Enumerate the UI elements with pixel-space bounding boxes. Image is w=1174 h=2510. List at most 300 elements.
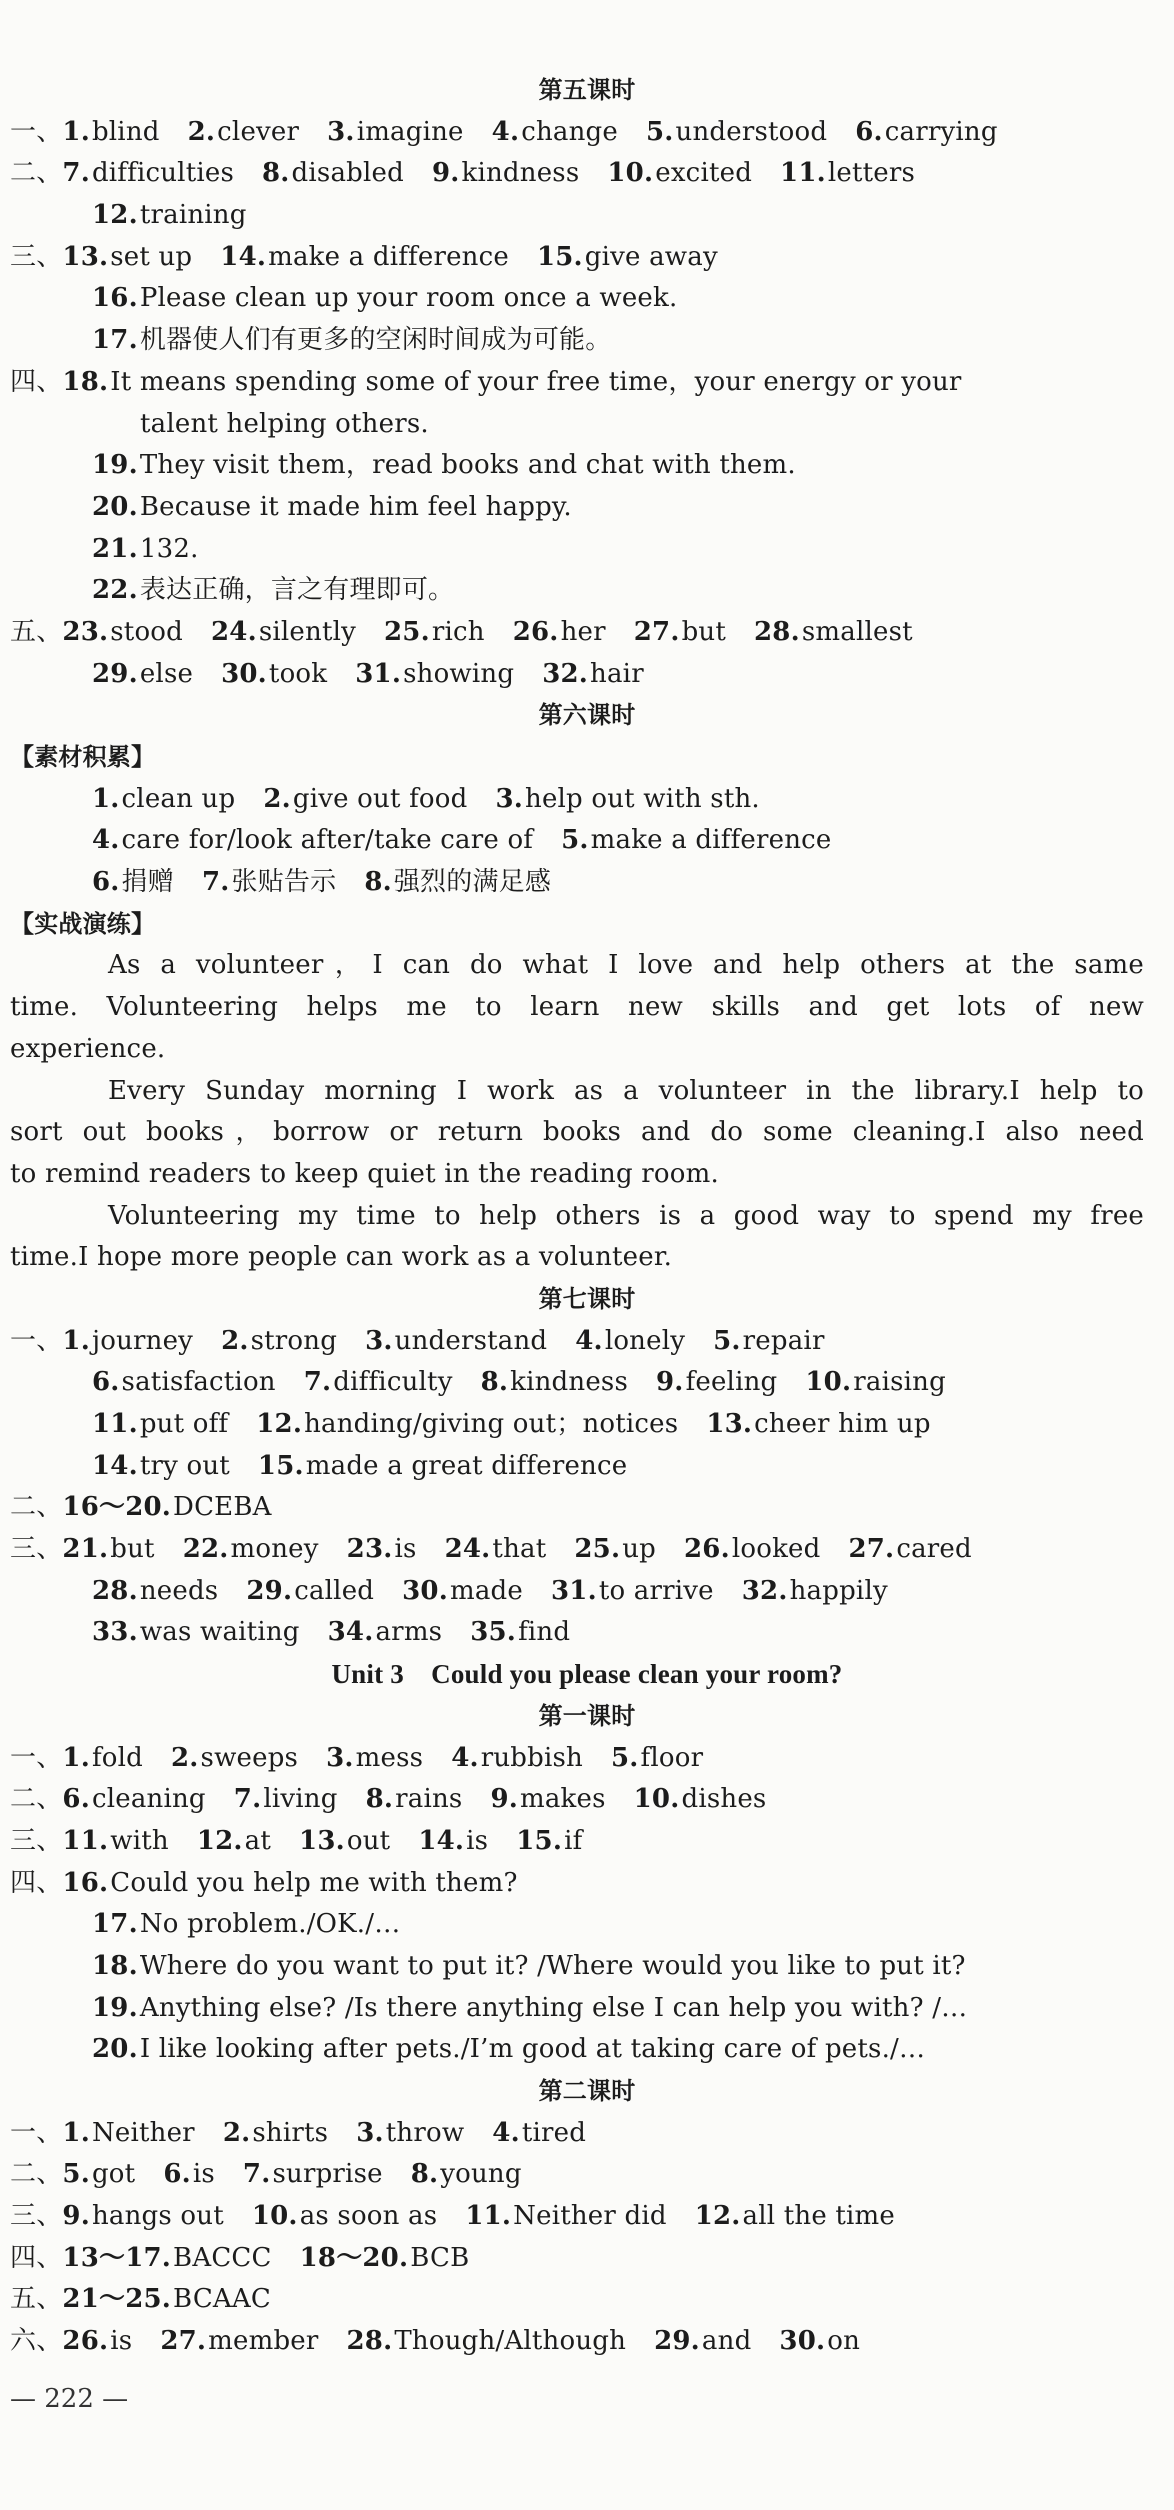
item-number: 7. bbox=[62, 158, 90, 189]
answer-item bbox=[754, 617, 913, 647]
answer-item bbox=[223, 2118, 328, 2148]
answer-line bbox=[0, 2154, 1174, 2196]
item-number: 17. bbox=[92, 1909, 138, 1940]
answer-text: handing/giving out；notices bbox=[304, 1409, 679, 1439]
item-number: 11. bbox=[465, 2201, 512, 2232]
item-number: 4. bbox=[575, 1325, 603, 1356]
item-number: 3. bbox=[365, 1325, 393, 1356]
answer-text: money bbox=[230, 1534, 319, 1565]
answer-line bbox=[0, 1571, 1174, 1613]
item-number: 11. bbox=[62, 1825, 109, 1856]
answer-line bbox=[0, 278, 1174, 320]
answer-text: rubbish bbox=[480, 1742, 583, 1773]
item-number: 7. bbox=[201, 867, 230, 898]
item-number: 3. bbox=[495, 783, 523, 814]
answer-text: set up bbox=[110, 241, 193, 272]
answer-item bbox=[62, 2284, 271, 2314]
answer-item bbox=[62, 2243, 271, 2273]
answer-item bbox=[492, 117, 618, 147]
item-number: 1. bbox=[92, 783, 120, 814]
item-number: 26. bbox=[62, 2326, 109, 2357]
answer-text: 捐赠 bbox=[121, 867, 174, 898]
answer-line bbox=[0, 529, 1174, 571]
answer-text: as soon as bbox=[299, 2201, 438, 2232]
answer-text: give away bbox=[584, 241, 718, 272]
answer-text: DCEBA bbox=[173, 1492, 272, 1523]
answer-item bbox=[92, 825, 533, 855]
answer-line bbox=[0, 1779, 1174, 1821]
question-group-label: 二、 bbox=[10, 1784, 63, 1815]
answer-text: called bbox=[294, 1575, 375, 1606]
item-number: 9. bbox=[656, 1367, 684, 1398]
answer-item bbox=[92, 1951, 966, 1981]
answer-text: is bbox=[466, 1825, 489, 1856]
item-number: 24. bbox=[211, 616, 257, 647]
answer-line bbox=[0, 1946, 1174, 1988]
essay-line: Volunteering my time to help others is a good way to spend my free bbox=[108, 1200, 1144, 1231]
item-number: 19. bbox=[92, 1992, 138, 2023]
answer-text: repair bbox=[742, 1325, 825, 1356]
answer-text: throw bbox=[385, 2117, 465, 2148]
item-number: 5. bbox=[561, 825, 589, 856]
item-number: 30. bbox=[779, 2326, 826, 2357]
item-number: 15. bbox=[257, 1450, 304, 1481]
answer-item bbox=[432, 158, 579, 188]
item-number: 25. bbox=[384, 616, 430, 647]
answer-item bbox=[92, 450, 796, 480]
answer-item bbox=[646, 117, 827, 147]
item-number: 20. bbox=[92, 2034, 138, 2065]
answer-item bbox=[92, 1367, 276, 1397]
answer-text: clever bbox=[217, 116, 300, 147]
answer-text: stood bbox=[110, 616, 183, 647]
section-heading: 第七课时 bbox=[538, 1284, 636, 1313]
answer-text: was waiting bbox=[139, 1617, 300, 1648]
item-number: 2. bbox=[187, 116, 216, 147]
question-group-label: 二、 bbox=[10, 1492, 63, 1523]
answer-item bbox=[607, 158, 752, 188]
answer-text: all the time bbox=[742, 2201, 895, 2232]
answer-text: satisfaction bbox=[121, 1367, 276, 1398]
item-number: 21. bbox=[62, 1534, 109, 1565]
answer-item bbox=[513, 617, 606, 647]
answer-text: difficulty bbox=[333, 1367, 453, 1398]
answer-item bbox=[855, 117, 997, 147]
section-heading: 第一课时 bbox=[538, 1701, 636, 1730]
section-heading: 第六课时 bbox=[538, 701, 636, 730]
question-group-label: 一、 bbox=[10, 1742, 63, 1773]
answer-item bbox=[62, 2326, 132, 2356]
answer-line bbox=[0, 362, 1174, 404]
answer-item bbox=[418, 1826, 488, 1856]
answer-text: to arrive bbox=[598, 1575, 714, 1606]
answer-item bbox=[62, 1534, 154, 1564]
item-number: 2. bbox=[263, 783, 291, 814]
item-number: 21～25. bbox=[62, 2284, 172, 2315]
answer-line bbox=[0, 404, 1174, 446]
answer-text: needs bbox=[139, 1575, 219, 1606]
item-number: 5. bbox=[62, 2159, 90, 2190]
answer-text: cleaning bbox=[91, 1784, 206, 1815]
answer-item bbox=[347, 2326, 627, 2356]
answer-text: BCB bbox=[410, 2242, 470, 2273]
answer-line bbox=[0, 612, 1174, 654]
answer-text: is bbox=[110, 2326, 133, 2357]
answer-text: clean up bbox=[121, 783, 236, 814]
answer-text: 132. bbox=[139, 533, 199, 564]
item-number: 7. bbox=[303, 1367, 332, 1398]
item-number: 13. bbox=[299, 1825, 345, 1856]
answer-item bbox=[62, 2201, 223, 2231]
item-number: 32. bbox=[741, 1575, 788, 1606]
answer-text: Neither bbox=[91, 2117, 195, 2148]
answer-text: else bbox=[139, 658, 194, 689]
item-number: 6. bbox=[855, 116, 883, 147]
answer-item bbox=[366, 1784, 463, 1814]
item-number: 19. bbox=[92, 450, 138, 481]
answer-item bbox=[92, 283, 677, 313]
answer-text: I like looking after pets./I’m good at taking care of pets./… bbox=[139, 2034, 926, 2065]
item-number: 11. bbox=[92, 1409, 138, 1439]
answer-item bbox=[465, 2201, 666, 2231]
answer-item bbox=[402, 1576, 523, 1606]
item-number: 30. bbox=[402, 1575, 448, 1606]
answer-item bbox=[304, 1367, 453, 1397]
answer-item bbox=[92, 1909, 400, 1939]
item-number: 28. bbox=[754, 616, 800, 647]
item-number: 2. bbox=[222, 2117, 251, 2148]
answer-text: showing bbox=[403, 658, 515, 689]
item-number: 16～20. bbox=[62, 1492, 172, 1523]
item-number: 3. bbox=[356, 2117, 384, 2148]
answer-line bbox=[0, 1821, 1174, 1863]
answer-line bbox=[0, 820, 1174, 862]
answer-text: strong bbox=[250, 1325, 338, 1356]
item-number: 10. bbox=[633, 1784, 680, 1815]
answer-text: kindness bbox=[461, 158, 580, 189]
answer-text: fold bbox=[91, 1742, 143, 1773]
answer-item bbox=[92, 1617, 300, 1647]
answer-item bbox=[805, 1367, 946, 1397]
answer-text: carrying bbox=[884, 116, 998, 147]
question-group-label: 六、 bbox=[10, 2326, 63, 2357]
answer-item bbox=[62, 117, 159, 147]
answer-item bbox=[470, 1617, 570, 1647]
question-group-label: 三、 bbox=[10, 1534, 63, 1565]
answer-item bbox=[848, 1534, 971, 1564]
item-number: 13. bbox=[706, 1409, 753, 1439]
item-number: 21. bbox=[92, 533, 138, 564]
answer-line bbox=[0, 779, 1174, 821]
answer-text: make a difference bbox=[268, 241, 509, 272]
item-number: 5. bbox=[611, 1742, 639, 1773]
answer-item bbox=[62, 1868, 517, 1898]
answer-text: makes bbox=[520, 1784, 606, 1815]
answer-text: try out bbox=[139, 1450, 230, 1481]
answer-line bbox=[0, 112, 1174, 154]
answer-item bbox=[62, 367, 961, 397]
answer-item bbox=[263, 784, 467, 814]
answer-text: excited bbox=[655, 158, 753, 189]
item-number: 10. bbox=[607, 158, 654, 189]
answer-text: but bbox=[681, 616, 727, 647]
item-number: 20. bbox=[92, 491, 138, 522]
answer-item bbox=[92, 867, 174, 897]
answer-line bbox=[0, 1863, 1174, 1905]
question-group-label: 四、 bbox=[10, 366, 63, 397]
answer-text: disabled bbox=[291, 158, 404, 189]
answer-item bbox=[542, 659, 644, 689]
item-number: 10. bbox=[805, 1367, 852, 1398]
question-group-label: 二、 bbox=[10, 2159, 63, 2190]
answer-item bbox=[220, 242, 509, 272]
item-number: 5. bbox=[713, 1325, 741, 1356]
answer-text: hangs out bbox=[91, 2201, 224, 2232]
answer-text: looked bbox=[731, 1534, 821, 1565]
answer-text: is bbox=[394, 1534, 417, 1565]
answer-item bbox=[779, 2326, 860, 2356]
essay-line: experience. bbox=[10, 1033, 166, 1064]
answer-text: Because it made him feel happy. bbox=[139, 491, 572, 522]
answer-line bbox=[0, 1446, 1174, 1488]
answer-item bbox=[634, 1784, 767, 1814]
item-number: 24. bbox=[444, 1534, 491, 1565]
answer-text: dishes bbox=[681, 1784, 767, 1815]
item-number: 3. bbox=[326, 1742, 354, 1773]
answer-line bbox=[0, 320, 1174, 362]
item-number: 4. bbox=[92, 825, 120, 856]
answer-line bbox=[0, 1321, 1174, 1363]
question-group-label: 四、 bbox=[10, 1867, 63, 1898]
answer-item bbox=[62, 1826, 168, 1856]
answer-text: Could you help me with them? bbox=[110, 1867, 518, 1898]
answer-text: cared bbox=[896, 1534, 972, 1565]
item-number: 35. bbox=[470, 1617, 517, 1648]
answer-item bbox=[516, 1826, 582, 1856]
answer-text: made a great difference bbox=[305, 1450, 628, 1481]
item-number: 32. bbox=[542, 658, 589, 689]
answer-text: Where do you want to put it? /Where would you like to put it? bbox=[139, 1950, 966, 1981]
answer-line bbox=[0, 1487, 1174, 1529]
answer-item bbox=[62, 158, 234, 188]
answer-item bbox=[211, 617, 356, 647]
answer-line bbox=[0, 1362, 1174, 1404]
answer-line bbox=[0, 153, 1174, 195]
question-group-label: 三、 bbox=[10, 1825, 63, 1856]
item-number: 18～20. bbox=[299, 2242, 409, 2273]
item-number: 8. bbox=[480, 1367, 509, 1398]
item-number: 6. bbox=[92, 1367, 120, 1398]
item-number: 6. bbox=[62, 1784, 90, 1815]
item-number: 16. bbox=[92, 283, 138, 314]
item-number: 13～17. bbox=[62, 2242, 172, 2273]
answer-content bbox=[0, 70, 1174, 2363]
item-number: 8. bbox=[364, 867, 392, 898]
item-number: 11. bbox=[780, 158, 826, 189]
answer-text: feeling bbox=[685, 1367, 778, 1398]
item-number: 9. bbox=[431, 158, 460, 189]
answer-item bbox=[221, 1326, 337, 1356]
answer-text: smallest bbox=[801, 616, 913, 647]
answer-text: member bbox=[208, 2326, 319, 2357]
answer-text: surprise bbox=[272, 2159, 383, 2190]
answer-line bbox=[0, 2279, 1174, 2321]
answer-text: out bbox=[346, 1825, 391, 1856]
answer-text: on bbox=[827, 2326, 861, 2357]
item-number: 28. bbox=[346, 2326, 393, 2357]
answer-line bbox=[0, 1738, 1174, 1780]
answer-item bbox=[490, 1784, 605, 1814]
answer-item bbox=[234, 1784, 338, 1814]
answer-text: made bbox=[449, 1575, 523, 1606]
answer-text: her bbox=[560, 616, 606, 647]
answer-text: up bbox=[622, 1534, 657, 1565]
item-number: 9. bbox=[62, 2201, 90, 2232]
answer-item bbox=[684, 1534, 820, 1564]
answer-item bbox=[92, 325, 611, 355]
item-number: 1. bbox=[62, 1325, 90, 1356]
section-heading: 第二课时 bbox=[538, 2077, 636, 2105]
answer-text: letters bbox=[827, 158, 916, 189]
answer-line bbox=[0, 2196, 1174, 2238]
answer-text: happily bbox=[789, 1575, 888, 1606]
answer-text: sweeps bbox=[200, 1742, 299, 1773]
answer-item bbox=[62, 2159, 135, 2189]
answer-item bbox=[495, 784, 759, 814]
item-number: 29. bbox=[654, 2326, 700, 2357]
answer-line bbox=[0, 862, 1174, 904]
answer-text: if bbox=[564, 1825, 583, 1856]
answer-text: BCAAC bbox=[173, 2284, 271, 2315]
item-number: 15. bbox=[536, 241, 583, 272]
item-number: 12. bbox=[196, 1825, 243, 1856]
item-number: 1. bbox=[62, 1742, 90, 1773]
item-number: 23. bbox=[346, 1534, 393, 1565]
section-label: 【实战演练】 bbox=[10, 909, 156, 938]
answer-item bbox=[561, 825, 831, 855]
answer-line bbox=[0, 570, 1174, 612]
item-number: 4. bbox=[451, 1742, 479, 1773]
answer-item bbox=[551, 1576, 714, 1606]
answer-item bbox=[695, 2201, 895, 2231]
answer-text: 张贴告示 bbox=[231, 867, 337, 898]
answer-item bbox=[92, 784, 235, 814]
answer-item bbox=[445, 1534, 547, 1564]
answer-text: Anything else? /Is there anything else I can help you with? /… bbox=[139, 1992, 968, 2023]
answer-line bbox=[0, 445, 1174, 487]
answer-line bbox=[0, 2238, 1174, 2280]
answer-item bbox=[347, 1534, 417, 1564]
item-number: 6. bbox=[92, 867, 120, 898]
page-number: — 222 — bbox=[10, 2384, 129, 2414]
item-number: 26. bbox=[512, 616, 559, 647]
item-number: 15. bbox=[516, 1825, 563, 1856]
answer-text: kindness bbox=[510, 1367, 629, 1398]
answer-text: shirts bbox=[252, 2117, 329, 2148]
answer-line bbox=[0, 487, 1174, 529]
answer-item bbox=[492, 2118, 586, 2148]
answer-line bbox=[0, 237, 1174, 279]
answer-item bbox=[92, 659, 193, 689]
answer-item bbox=[780, 158, 915, 188]
answer-item bbox=[252, 2201, 437, 2231]
answer-item bbox=[246, 1576, 374, 1606]
item-number: 34. bbox=[327, 1617, 374, 1648]
answer-text: at bbox=[244, 1825, 272, 1856]
answer-text: blind bbox=[91, 116, 160, 147]
section-label: 【素材积累】 bbox=[10, 743, 156, 771]
answer-line bbox=[0, 2113, 1174, 2155]
item-number: 22. bbox=[92, 575, 138, 606]
answer-item bbox=[92, 2034, 925, 2064]
answer-text: raising bbox=[853, 1367, 946, 1398]
item-number: 8. bbox=[365, 1784, 394, 1815]
answer-line bbox=[0, 1529, 1174, 1571]
answer-item bbox=[706, 1409, 930, 1439]
answer-text: care for/look after/take care of bbox=[121, 825, 534, 856]
answer-item bbox=[171, 1743, 298, 1773]
essay-line: time. Volunteering helps me to learn new skills and get lots of new bbox=[10, 992, 1144, 1023]
item-number: 12. bbox=[92, 200, 138, 231]
answer-item bbox=[411, 2159, 522, 2189]
answer-text: floor bbox=[640, 1742, 704, 1773]
item-number: 18. bbox=[92, 1950, 138, 1981]
item-number: 14. bbox=[418, 1825, 465, 1856]
item-number: 3. bbox=[327, 116, 355, 147]
answer-text: rains bbox=[395, 1784, 463, 1815]
item-number: 13. bbox=[62, 241, 109, 272]
answer-line bbox=[0, 1612, 1174, 1654]
answer-text: training bbox=[139, 200, 247, 231]
answer-text: took bbox=[268, 658, 328, 689]
answer-line bbox=[0, 2029, 1174, 2071]
answer-item bbox=[328, 1617, 443, 1647]
item-number: 1. bbox=[62, 2117, 90, 2148]
answer-text: got bbox=[91, 2159, 136, 2190]
item-number: 1. bbox=[62, 116, 90, 147]
item-number: 29. bbox=[246, 1575, 293, 1606]
answer-text: give out food bbox=[292, 783, 468, 814]
answer-item bbox=[355, 659, 514, 689]
question-group-label: 四、 bbox=[10, 2242, 63, 2273]
section-heading: Unit 3 Could you please clean your room? bbox=[331, 1659, 843, 1690]
answer-item bbox=[243, 2159, 383, 2189]
answer-item bbox=[62, 1743, 143, 1773]
answer-item bbox=[574, 1534, 656, 1564]
answer-item bbox=[188, 117, 300, 147]
question-group-label: 三、 bbox=[10, 241, 63, 272]
answer-line bbox=[0, 1404, 1174, 1446]
answer-text: rich bbox=[431, 616, 485, 647]
answer-text: Though/Although bbox=[394, 2326, 627, 2357]
item-number: 14. bbox=[92, 1450, 138, 1481]
answer-line bbox=[0, 1904, 1174, 1946]
answer-text: 表达正确，言之有理即可。 bbox=[139, 575, 455, 606]
item-number: 7. bbox=[233, 1784, 262, 1815]
item-number: 27. bbox=[633, 616, 680, 647]
answer-item bbox=[256, 1409, 678, 1439]
essay-line: to remind readers to keep quiet in the reading room. bbox=[10, 1158, 719, 1189]
answer-item bbox=[202, 867, 336, 897]
answer-item bbox=[92, 200, 247, 230]
answer-text: change bbox=[521, 116, 618, 147]
answer-text: that bbox=[492, 1534, 547, 1565]
answer-text: find bbox=[518, 1617, 571, 1648]
answer-item bbox=[742, 1576, 888, 1606]
item-number: 8. bbox=[262, 158, 290, 189]
answer-text: It means spending some of your free time，your energy or your bbox=[110, 366, 962, 397]
item-number: 2. bbox=[221, 1325, 249, 1356]
